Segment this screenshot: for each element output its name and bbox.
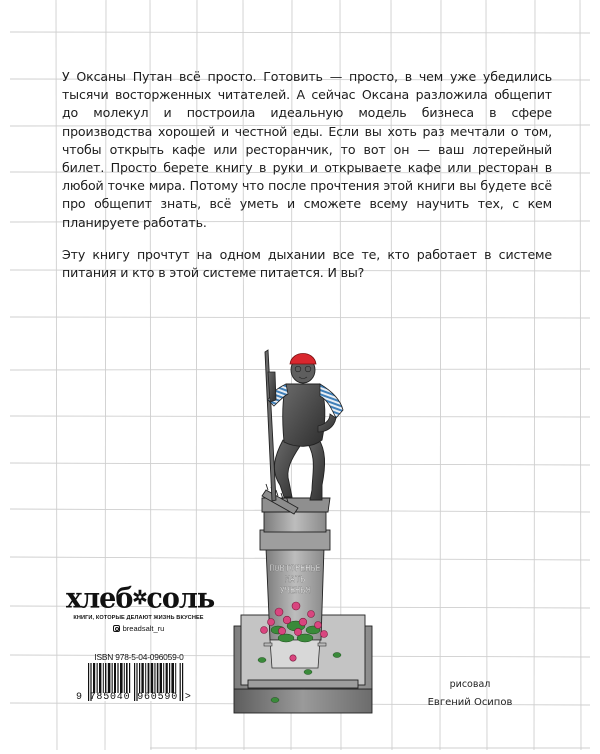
- blurb-paragraph-1: У Оксаны Путан всё просто. Готовить — просто, в чем уже убедились тысячи восторженных читателей. А сейчас Оксана разложила общепит до молекул и построила идеальную модель бизнеса в сфере производства хорошей и честной еды. Если вы хоть раз мечтали о том, чтобы открыть кафе или ресторанчик, то вот он — ваш лотерейный билет. Просто берете книгу в руки и открываете кафе или ресторан в любой точке мира. Потому что после прочтения этой книги вы будете всё про общепит знать, всё уметь и сможете всему научить тех, с кем планируете работать.: [62, 69, 552, 230]
- inscription-line-1: ПОВТОРЕНЬЕ: [269, 564, 321, 574]
- statue-body: [283, 384, 325, 446]
- publisher-tagline: КНИГИ, КОТОРЫЕ ДЕЛАЮТ ЖИЗНЬ ВКУСНЕЕ: [73, 615, 204, 621]
- credit-role: рисовал: [449, 679, 491, 690]
- star-icon: ✲: [132, 587, 147, 610]
- inscription-line-2: МАТЬ: [284, 575, 306, 585]
- inscription-line-3: УЧЕНЬЯ: [279, 586, 311, 596]
- isbn-label: ISBN 978-5-04-096059-0: [94, 652, 184, 662]
- publisher-social: [66, 624, 211, 633]
- blurb-paragraph-2: Эту книгу прочтут на одном дыхании все те, кто работает в системе питания и кто в этой системе питается. И вы?: [62, 246, 552, 281]
- publisher-wordmark: хлеб✲соль: [66, 582, 215, 615]
- statue-legs: [274, 438, 324, 500]
- isbn-block: [76, 652, 196, 703]
- illustrator-credit: [400, 678, 540, 714]
- credit-name: Евгений Осипов: [427, 697, 513, 708]
- statue-head: [290, 354, 316, 384]
- isbn-digits: 9 785040 960590 >: [76, 692, 192, 703]
- publisher-logo: [66, 582, 215, 633]
- social-handle: breadsalt_ru: [122, 624, 165, 633]
- instagram-icon: [113, 625, 120, 632]
